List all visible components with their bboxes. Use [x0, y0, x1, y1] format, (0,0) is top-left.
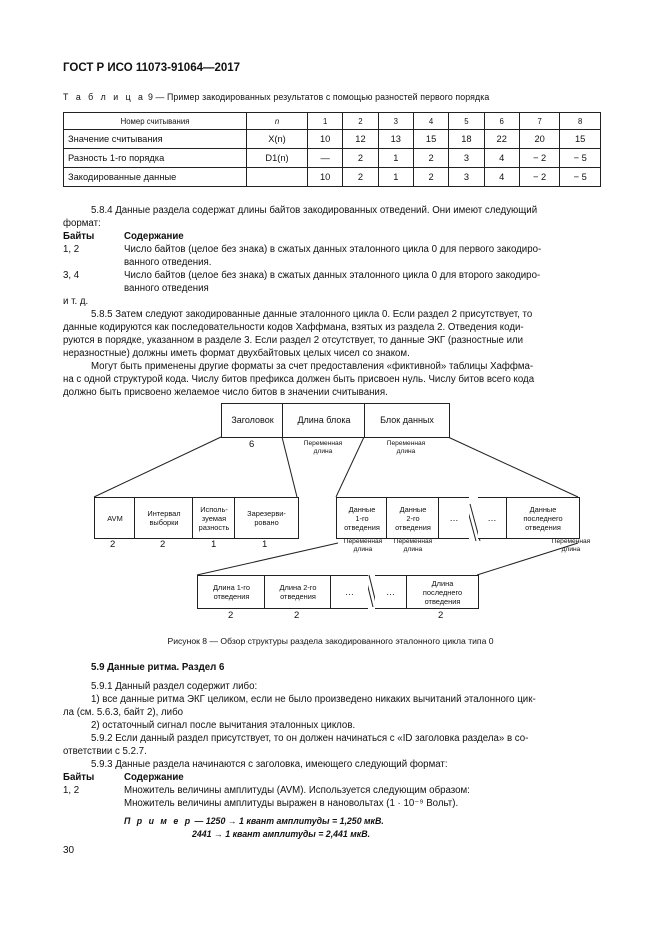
etc-text: и т. д. [63, 296, 89, 307]
ellipsis-box [330, 575, 368, 609]
table-cell: Разность 1-го порядка [64, 149, 247, 168]
table-cell: − 5 [560, 168, 601, 187]
last-lead-length-box [406, 575, 479, 609]
data-block-label: Блок данных [380, 415, 434, 425]
paragraph-line: ла (см. 5.6.3, байт 2), либо [63, 707, 184, 718]
table-header-cell: 2 [343, 113, 378, 130]
size-label: длина [353, 546, 373, 553]
label-line: последнего [422, 587, 463, 597]
paragraph-line: 5.9.2 Если данный раздел присутствует, то он должен начинаться с «ID заголовка раздела» в со- [91, 733, 529, 744]
table-cell [247, 168, 308, 187]
ellipsis: … [449, 512, 459, 523]
label-line: отведения [344, 522, 380, 532]
content-line: ванного отведения [124, 283, 209, 294]
content-line: ванного отведения. [124, 257, 212, 268]
label-line: Длина [431, 578, 454, 588]
label-line: Данные [399, 504, 427, 514]
label-line: отведения [280, 592, 316, 601]
table-cell: 20 [519, 130, 560, 149]
paragraph-line: 5.9.3 Данные раздела начинаются с заголовка, имеющего следующий формат: [91, 759, 448, 770]
lead2-data-box [386, 497, 440, 539]
table-cell: 2 [413, 149, 448, 168]
content-line: Число байтов (целое без знака) в сжатых данных эталонного цикла 0 для второго закодиро- [124, 270, 541, 281]
label-line: Длина 2-го [279, 583, 317, 592]
table-cell: 3 [449, 168, 484, 187]
reserved-box [234, 497, 299, 539]
table-cell: D1(n) [247, 149, 308, 168]
lead1-data-box [336, 497, 388, 539]
avm-size: 2 [110, 539, 116, 550]
table-header-cell: 6 [484, 113, 519, 130]
bytes-value: 1, 2 [63, 785, 80, 796]
label-line: 1-го [355, 513, 369, 523]
table-cell: 1 [378, 149, 413, 168]
content-line: Число байтов (целое без знака) в сжатых данных эталонного цикла 0 для первого закодиро- [124, 244, 542, 255]
document-header: ГОСТ Р ИСО 11073-91064—2017 [63, 62, 241, 74]
table-cell: 10 [308, 168, 343, 187]
column-heading-content: Содержание [124, 231, 184, 242]
table-row [64, 130, 601, 149]
table-header-cell: Номер считывания [64, 113, 247, 130]
example-line: 2441 → 1 квант амплитуды = 2,441 мкВ. [192, 829, 371, 839]
reserved-label [247, 509, 286, 527]
figure-caption: Рисунок 8 — Обзор структуры раздела закодированного эталонного цикла типа 0 [167, 636, 494, 646]
label-line: отведения [395, 522, 431, 532]
avm-label: AVM [107, 513, 123, 523]
ellipsis-box [478, 497, 507, 539]
paragraph-line: руются в порядке, указанном в разделе 3. Если раздел 2 отсутствует, то данные ЭКГ (разностные или [63, 335, 524, 346]
size-label: длина [403, 546, 423, 553]
table-cell: 22 [484, 130, 519, 149]
reserved-size: 1 [262, 539, 268, 550]
table-cell: Закодированные данные [64, 168, 247, 187]
used-difference-label [199, 505, 230, 532]
example-word: П р и м е р [124, 816, 193, 826]
table-cell: 18 [449, 130, 484, 149]
table-cell: 3 [449, 149, 484, 168]
lead2-data-size [384, 538, 442, 554]
label-line: Интервал [147, 509, 181, 518]
ellipsis: … [487, 512, 497, 523]
used-difference-box [192, 497, 236, 539]
label-line: отведения [525, 522, 561, 532]
lead2-length-size: 2 [294, 610, 300, 621]
content-line: Множитель величины амплитуды выражен в нановольтах (1 · 10⁻⁹ Вольт). [124, 798, 459, 809]
figure-8 [0, 395, 661, 635]
example-text: — 1250 → 1 квант амплитуды = 1,250 мкВ. [194, 816, 384, 826]
label-line: Исполь- [200, 504, 228, 514]
table-cell: 13 [378, 130, 413, 149]
avm-box [94, 497, 136, 539]
header-box [221, 403, 284, 438]
table-9 [63, 112, 601, 187]
lead2-length-label [280, 583, 317, 601]
lead1-length-size: 2 [228, 610, 234, 621]
table-cell: 2 [343, 168, 378, 187]
table-cell: 4 [484, 149, 519, 168]
label-line: зуемая [201, 513, 227, 523]
content-line: Множитель величины амплитуды (AVM). Используется следующим образом: [124, 785, 470, 796]
last-lead-length-size: 2 [438, 610, 444, 621]
paragraph-line: формат: [63, 218, 101, 229]
paragraph-line: 5.9.1 Данный раздел содержит либо: [91, 681, 258, 692]
page-number: 30 [63, 845, 75, 856]
paragraph-line: должно быть присвоено желаемое число битов в значении считывания. [63, 387, 388, 398]
column-heading-bytes: Байты [63, 231, 95, 242]
paragraph-line: данные кодируются как последовательности кодов Хаффмана, взятых из раздела 2. Отведения коди- [63, 322, 524, 333]
paragraph-line: неразностные) должны иметь формат двухбайтовых целых чисел со знаком. [63, 348, 410, 359]
table-cell: 15 [560, 130, 601, 149]
label-line: выборки [149, 518, 179, 527]
table-cell: X(n) [247, 130, 308, 149]
table-header-cell: 3 [378, 113, 413, 130]
ellipsis-box [375, 575, 407, 609]
label-line: разность [198, 522, 230, 532]
paragraph-line: 5.8.4 Данные раздела содержат длины байтов закодированных отведений. Они имеют следующий [91, 205, 538, 216]
last-lead-data-box [506, 497, 580, 539]
table-cell: 12 [343, 130, 378, 149]
size-label: длина [561, 546, 581, 553]
label-line: Данные [348, 504, 376, 514]
table-cell: − 5 [560, 149, 601, 168]
ellipsis: … [345, 586, 354, 597]
table-caption-text: 9 — Пример закодированных результатов с помощью разностей первого порядка [148, 92, 490, 102]
sample-interval-label [147, 509, 180, 527]
data-block-size [372, 440, 440, 456]
label-line: отведения [424, 596, 461, 606]
table-header-row [64, 113, 601, 130]
size-label: Переменная [393, 538, 433, 545]
block-length-size [289, 440, 357, 456]
table-cell: 10 [308, 130, 343, 149]
data-block-box [364, 403, 450, 438]
paragraph-line: Могут быть применены другие форматы за счет предоставления «фиктивной» таблицы Хаффма- [91, 361, 534, 372]
lead2-length-box [264, 575, 332, 609]
table-cell: 2 [413, 168, 448, 187]
size-label: длина [396, 448, 416, 455]
bytes-value: 3, 4 [63, 270, 80, 281]
paragraph-line: 5.8.5 Затем следуют закодированные данные эталонного цикла 0. Если раздел 2 присутствует, то [91, 309, 533, 320]
ellipsis-box [438, 497, 469, 539]
table-cell: 1 [378, 168, 413, 187]
header-label: Заголовок [231, 415, 274, 425]
label-line: отведения [213, 592, 250, 601]
block-length-label: Длина блока [297, 415, 351, 425]
table-header-cell: 4 [413, 113, 448, 130]
table-header-cell: 1 [308, 113, 343, 130]
label-line: последнего [523, 513, 563, 523]
bytes-value: 1, 2 [63, 244, 80, 255]
label-line: Длина 1-го [213, 583, 250, 592]
paragraph-line: 2) остаточный сигнал после вычитания эталонных циклов. [91, 720, 356, 731]
example-line [124, 815, 384, 828]
header-size: 6 [249, 439, 255, 450]
table-cell: — [308, 149, 343, 168]
paragraph-line: на с одной структурой кода. Числу битов префикса должен быть присвоен нуль. Числу битов всего кода [63, 374, 535, 385]
last-lead-data-size [540, 538, 602, 554]
table-row [64, 168, 601, 187]
table-caption-word: Т а б л и ц а [63, 92, 146, 102]
paragraph-line: 1) все данные ритма ЭКГ целиком, если не было произведено никаких вычитаний эталонного цик- [91, 694, 536, 705]
table-row [64, 149, 601, 168]
lead2-data-label [395, 505, 431, 532]
table-cell: 2 [343, 149, 378, 168]
ellipsis: … [386, 586, 395, 597]
table-caption [63, 92, 489, 102]
size-label: Переменная [343, 538, 383, 545]
lead1-data-label [344, 505, 380, 532]
label-line: Зарезерви- [247, 509, 286, 518]
size-label: длина [313, 448, 333, 455]
last-lead-length-label [423, 579, 462, 606]
size-label: Переменная [386, 440, 426, 447]
column-heading-content: Содержание [124, 772, 184, 783]
table-cell: Значение считывания [64, 130, 247, 149]
table-cell: − 2 [519, 149, 560, 168]
label-line: 2-го [406, 513, 420, 523]
size-label: Переменная [551, 538, 591, 545]
section-title: 5.9 Данные ритма. Раздел 6 [91, 662, 225, 673]
column-heading-bytes: Байты [63, 772, 95, 783]
lead1-length-box [197, 575, 266, 609]
sample-interval-size: 2 [160, 539, 166, 550]
size-label: Переменная [303, 440, 343, 447]
table-cell: − 2 [519, 168, 560, 187]
table-header-cell: 8 [560, 113, 601, 130]
table-header-cell: n [247, 113, 308, 130]
label-line: Данные [529, 504, 557, 514]
label-line: ровано [254, 518, 279, 527]
paragraph-line: ответствии с 5.2.7. [63, 746, 147, 757]
table-cell: 4 [484, 168, 519, 187]
used-difference-size: 1 [211, 539, 217, 550]
last-lead-data-label [523, 505, 562, 532]
lead1-length-label [213, 583, 250, 601]
block-length-box [282, 403, 366, 438]
sample-interval-box [134, 497, 194, 539]
table-header-cell: 5 [449, 113, 484, 130]
table-cell: 15 [413, 130, 448, 149]
table-header-cell: 7 [519, 113, 560, 130]
